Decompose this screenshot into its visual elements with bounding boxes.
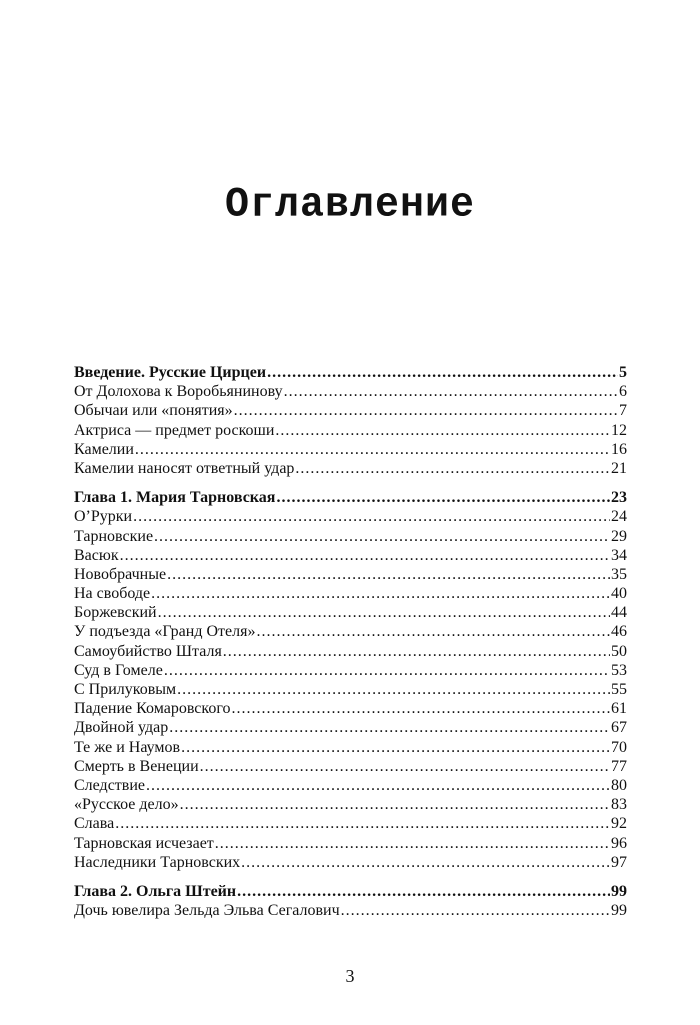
toc-page-number: 34 bbox=[611, 546, 627, 564]
toc-page-number: 99 bbox=[611, 882, 627, 900]
toc-entry-title: «Русское дело» bbox=[74, 796, 179, 814]
toc-dot-leader bbox=[151, 584, 610, 603]
toc-section bbox=[74, 488, 627, 872]
toc-dot-leader bbox=[169, 718, 610, 737]
toc-entry-title: Суд в Гомеле bbox=[74, 661, 163, 679]
toc-entry bbox=[74, 421, 627, 440]
toc-chapter-heading bbox=[74, 363, 627, 382]
toc-entry bbox=[74, 738, 627, 757]
toc-entry bbox=[74, 642, 627, 661]
toc-page-number: 83 bbox=[611, 796, 627, 814]
toc-entry bbox=[74, 680, 627, 699]
toc-entry-title: Камелии bbox=[74, 440, 134, 458]
toc-entry-title: Тарновские bbox=[74, 527, 154, 545]
toc-entry-title: Камелии наносят ответный удар bbox=[74, 459, 295, 477]
toc-entry-title: Васюк bbox=[74, 546, 119, 564]
toc-page-number: 55 bbox=[611, 681, 627, 698]
toc-entry bbox=[74, 757, 627, 776]
toc-dot-leader bbox=[177, 680, 610, 699]
toc-dot-leader bbox=[181, 738, 610, 757]
toc-dot-leader bbox=[295, 459, 610, 478]
toc-page-number: 44 bbox=[611, 604, 627, 622]
toc-chapter-title: Глава 1. Мария Тарновская bbox=[74, 489, 276, 507]
toc-page-number: 24 bbox=[611, 508, 627, 526]
toc-page-number: 35 bbox=[611, 565, 627, 583]
toc-entry-title: Новобрачные bbox=[74, 565, 167, 583]
toc-entry bbox=[74, 795, 627, 814]
page-title: Оглавление bbox=[224, 181, 476, 230]
toc-dot-leader bbox=[158, 603, 610, 622]
toc-dot-leader bbox=[241, 853, 610, 872]
toc-entry-title: У подъезда «Гранд Отеля» bbox=[74, 623, 256, 641]
toc-dot-leader bbox=[237, 882, 610, 901]
toc-page-number: 16 bbox=[611, 440, 627, 458]
toc-entry bbox=[74, 527, 627, 546]
toc-dot-leader bbox=[341, 901, 610, 920]
toc-entry-title: Наследники Тарновских bbox=[74, 853, 241, 871]
toc-page-number: 92 bbox=[611, 815, 627, 833]
toc-dot-leader bbox=[133, 507, 610, 526]
toc-entry bbox=[74, 699, 627, 718]
toc-entry-title: Двойной удар bbox=[74, 719, 169, 737]
toc-entry bbox=[74, 834, 627, 853]
toc-dot-leader bbox=[275, 421, 610, 440]
toc-entry bbox=[74, 584, 627, 603]
toc-entry bbox=[74, 565, 627, 584]
toc-entry bbox=[74, 546, 627, 565]
toc-entry bbox=[74, 440, 627, 459]
toc-page-number: 99 bbox=[611, 902, 627, 920]
toc-entry bbox=[74, 814, 627, 833]
toc-entry-title: Слава bbox=[74, 815, 115, 833]
toc-page-number: 70 bbox=[611, 738, 627, 756]
toc-dot-leader bbox=[154, 527, 610, 546]
toc-entry bbox=[74, 603, 627, 622]
toc-entry bbox=[74, 401, 627, 420]
toc-entry bbox=[74, 661, 627, 680]
toc-page-number: 46 bbox=[611, 623, 627, 641]
toc-chapter-heading bbox=[74, 488, 627, 507]
toc-dot-leader bbox=[215, 834, 610, 853]
toc-entry-title: Смерть в Венеции bbox=[74, 757, 199, 775]
toc-dot-leader bbox=[232, 699, 611, 718]
toc-dot-leader bbox=[167, 565, 610, 584]
toc-page-number: 67 bbox=[611, 719, 627, 737]
toc-dot-leader bbox=[115, 814, 610, 833]
toc-page-number: 5 bbox=[619, 364, 627, 381]
toc-page-number: 21 bbox=[611, 459, 627, 477]
toc-entry-title: С Прилуковым bbox=[74, 681, 177, 698]
toc-chapter-heading bbox=[74, 882, 627, 901]
toc-entry-title: Самоубийство Шталя bbox=[74, 642, 222, 660]
toc-page-number: 77 bbox=[611, 757, 627, 775]
toc-section bbox=[74, 882, 627, 920]
toc-entry-title: Боржевский bbox=[74, 604, 157, 622]
toc-entry bbox=[74, 718, 627, 737]
toc-dot-leader bbox=[120, 546, 610, 565]
toc-dot-leader bbox=[267, 363, 618, 382]
toc-dot-leader bbox=[146, 776, 610, 795]
toc-dot-leader bbox=[284, 382, 618, 401]
toc-page-number: 23 bbox=[611, 489, 627, 507]
table-of-contents bbox=[74, 363, 627, 920]
toc-entry-title: Дочь ювелира Зельда Эльва Сегалович bbox=[74, 902, 340, 920]
toc-chapter-title: Глава 2. Ольга Штейн bbox=[74, 882, 237, 900]
toc-entry-title: Те же и Наумов bbox=[74, 738, 181, 756]
toc-page-number: 97 bbox=[611, 853, 627, 871]
toc-page-number: 96 bbox=[611, 834, 627, 852]
toc-entry-title: О’Рурки bbox=[74, 508, 133, 526]
toc-dot-leader bbox=[135, 440, 610, 459]
toc-dot-leader bbox=[200, 757, 610, 776]
toc-dot-leader bbox=[256, 622, 610, 641]
toc-dot-leader bbox=[234, 401, 618, 420]
toc-entry-title: Падение Комаровского bbox=[74, 700, 231, 718]
toc-entry bbox=[74, 459, 627, 478]
toc-entry-title: От Долохова к Воробьянинову bbox=[74, 383, 283, 401]
toc-entry-title: Следствие bbox=[74, 776, 145, 794]
toc-page-number: 61 bbox=[611, 700, 627, 718]
toc-dot-leader bbox=[276, 488, 610, 507]
toc-page-number: 53 bbox=[611, 661, 627, 679]
toc-entry-title: Обычаи или «понятия» bbox=[74, 402, 233, 420]
toc-dot-leader bbox=[164, 661, 610, 680]
toc-entry bbox=[74, 622, 627, 641]
toc-dot-leader bbox=[223, 642, 610, 661]
toc-page-number: 29 bbox=[611, 527, 627, 545]
page-number: 3 bbox=[345, 966, 355, 986]
toc-page-number: 80 bbox=[611, 776, 627, 794]
toc-entry-title: Тарновская исчезает bbox=[74, 834, 214, 852]
toc-page-number: 12 bbox=[611, 421, 627, 439]
toc-section bbox=[74, 363, 627, 478]
toc-page-number: 7 bbox=[619, 402, 627, 420]
toc-page-number: 6 bbox=[619, 383, 627, 401]
toc-entry-title: Актриса — предмет роскоши bbox=[74, 421, 275, 439]
toc-page-number: 50 bbox=[611, 642, 627, 660]
toc-entry bbox=[74, 382, 627, 401]
toc-dot-leader bbox=[180, 795, 610, 814]
toc-chapter-title: Введение. Русские Цирцеи bbox=[74, 364, 267, 381]
toc-entry bbox=[74, 507, 627, 526]
toc-page-number: 40 bbox=[611, 585, 627, 603]
toc-entry-title: На свободе bbox=[74, 585, 151, 603]
toc-entry bbox=[74, 776, 627, 795]
toc-entry bbox=[74, 901, 627, 920]
toc-entry bbox=[74, 853, 627, 872]
